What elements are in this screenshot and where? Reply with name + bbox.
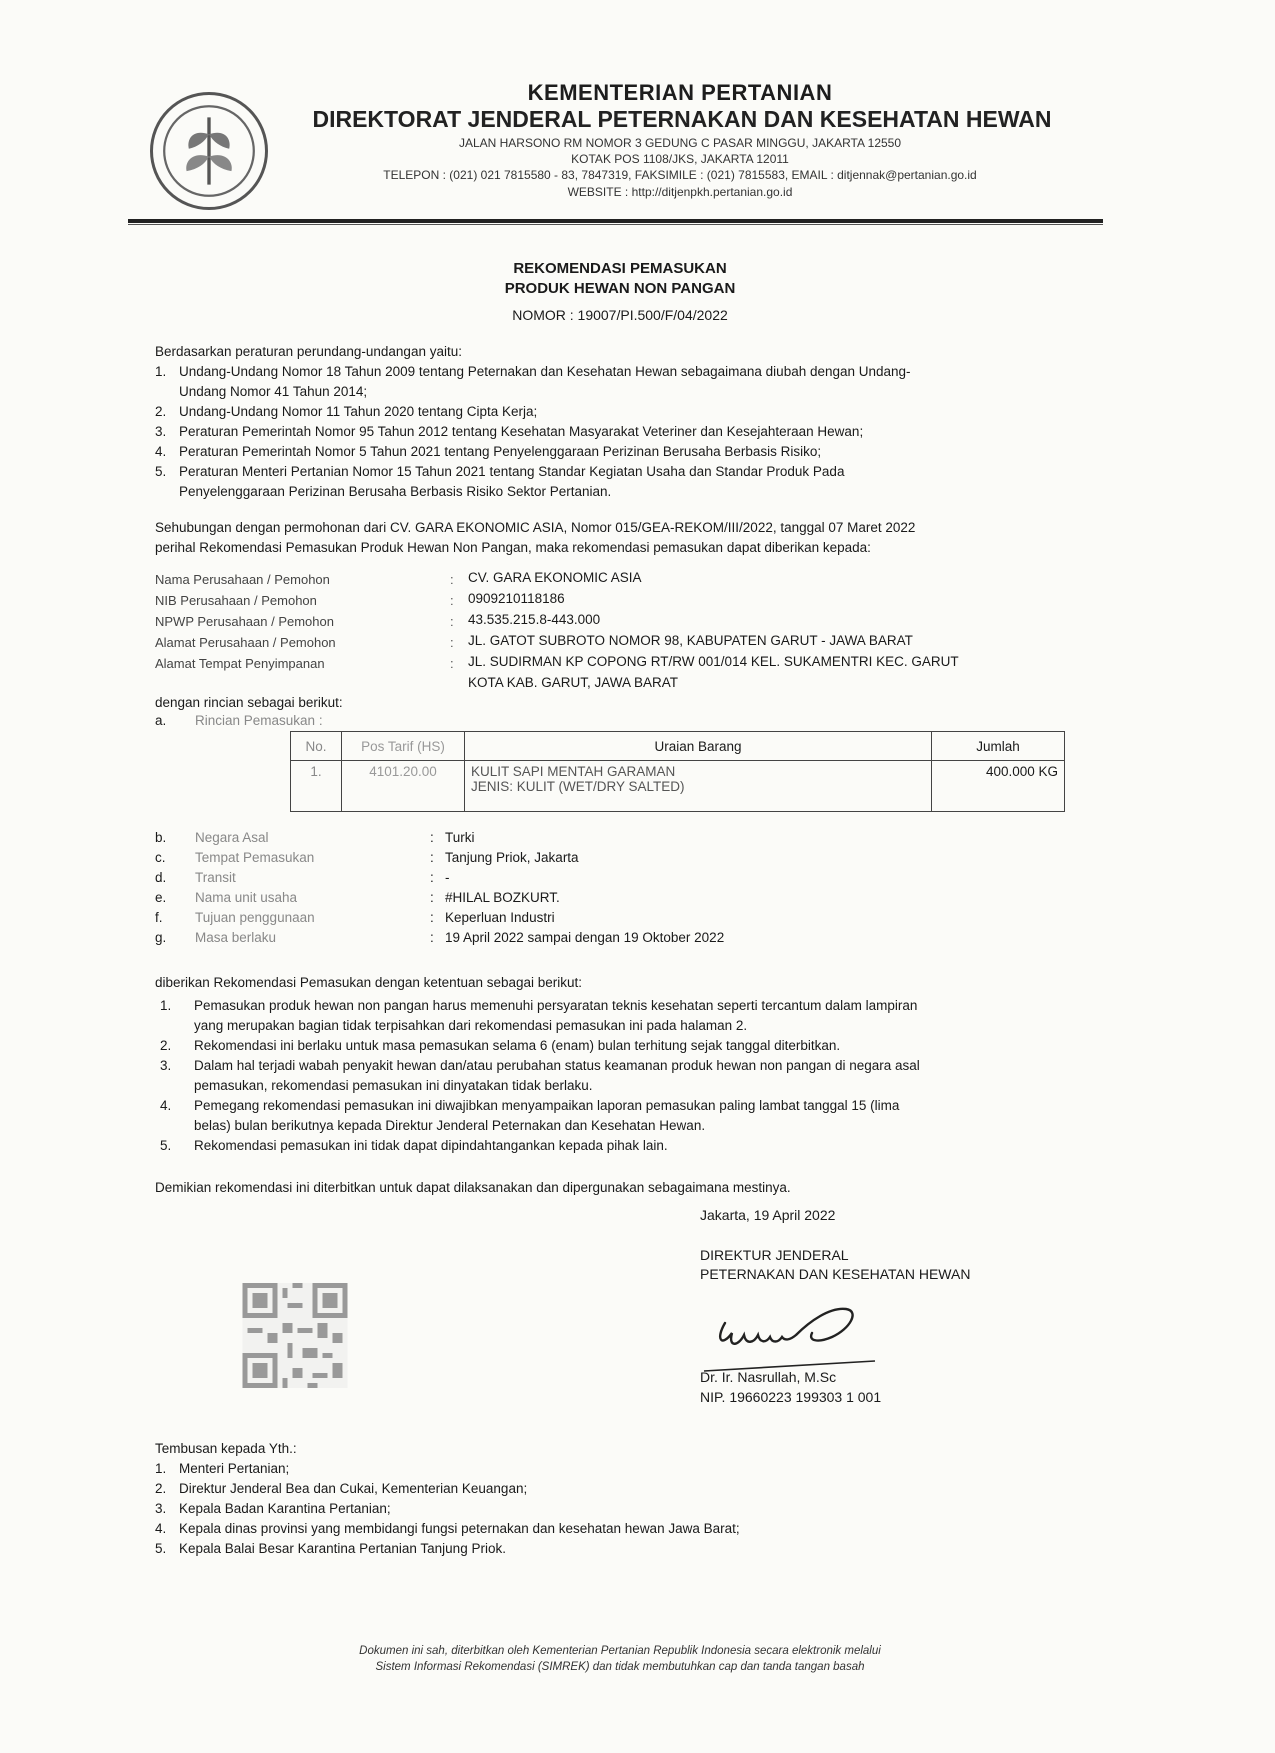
signatory-nip: NIP. 19660223 199303 1 001 [700,1389,882,1405]
list-item: f. Tujuan penggunaan : Keperluan Industri [155,910,555,925]
table-header-quantity: Jumlah [932,732,1065,761]
table-header-description: Uraian Barang [465,732,932,761]
legal-intro: Berdasarkan peraturan perundang-undangan yaitu: [155,344,462,359]
list-item: g. Masa berlaku : 19 April 2022 sampai dengan 19 Oktober 2022 [155,930,725,945]
conditions-intro: diberikan Rekomendasi Pemasukan dengan ketentuan sebagai berikut: [155,975,583,990]
ministry-logo-icon [150,92,268,210]
goods-table [290,731,1065,812]
signature-position-line2: PETERNAKAN DAN KESEHATAN HEWAN [700,1266,971,1282]
detail-label-a: Rincian Pemasukan : [195,713,323,728]
legal-item: 2. Undang-Undang Nomor 11 Tahun 2020 tentang Cipta Kerja; [155,404,538,419]
signature-place-date: Jakarta, 19 April 2022 [700,1207,836,1223]
request-line1: Sehubungan dengan permohonan dari CV. GARA EKONOMIC ASIA, Nomor 015/GEA-REKOM/III/2022, tanggal 07 Maret 2022 [155,520,916,535]
handwritten-signature [700,1285,890,1375]
document-title-line2: PRODUK HEWAN NON PANGAN [504,280,736,297]
applicant-npwp: 43.535.215.8-443.000 [468,612,601,627]
closing-statement: Demikian rekomendasi ini diterbitkan untuk dapat dilaksanakan dan dipergunakan sebagaimana mestinya. [155,1180,791,1195]
table-row [291,761,1065,812]
legal-list [155,362,1095,502]
storage-address-cont: KOTA KAB. GARUT, JAWA BARAT [468,675,679,690]
list-item: 1. Menteri Pertanian; [155,1461,290,1476]
list-item: e. Nama unit usaha : #HILAL BOZKURT. [155,890,560,905]
signature-position-line1: DIREKTUR JENDERAL [700,1247,849,1263]
list-item: 3. Kepala Badan Karantina Pertanian; [155,1501,391,1516]
applicant-nib: 0909210118186 [468,591,565,606]
legal-item-cont: Penyelenggaraan Perizinan Berusaha Berbasis Risiko Sektor Pertanian. [179,484,612,499]
list-item: 1. Pemasukan produk hewan non pangan harus memenuhi persyaratan teknis kesehatan seperti tercantum dalam lampiran [160,998,918,1013]
storage-address: JL. SUDIRMAN KP COPONG RT/RW 001/014 KEL. SUKAMENTRI KEC. GARUT [468,654,959,669]
table-header-row [291,732,1065,761]
letterhead-contact: TELEPON : (021) 021 7815580 - 83, 7847319, FAKSIMILE : (021) 7815583, EMAIL : ditjennak@pertanian.go.id [383,168,977,182]
list-item: c. Tempat Pemasukan : Tanjung Priok, Jakarta [155,850,579,865]
list-item: 3. Dalam hal terjadi wabah penyakit hewan dan/atau perubahan status keamanan produk hewan non pangan di negara asal [160,1058,920,1073]
document-page: KEMENTERIAN PERTANIAN DIREKTORAT JENDERAL PETERNAKAN DAN KESEHATAN HEWAN JALAN HARSONO RM NOMOR 3 GEDUNG C PASAR MINGGU, JAKARTA 12550 KOTAK POS 1108/JKS, JAKARTA 12011 TELEPON : (021) 021 7815580 - 83, 7847319, FAKSIMILE : (021) 7815583, EMAIL : ditjennak@pertanian.go.id WEBSITE : http://ditjenpkh.pertanian.go.id REKOMENDASI PEMASUKAN PRODUK HEWAN NON PANGAN NOMOR : 19007/PI.500/F/04/2022 Berdasarkan peraturan perundang-undangan yaitu: 1. Undang-Undang Nomor 18 Tahun 2009 tentang Peternakan dan Kesehatan Hewan sebagaimana diubah dengan Undang- Undang Nomor 41 Tahun 2014; 2. Undang-Undang Nomor 11 Tahun 2020 tentang Cipta Kerja; 3. Peraturan Pemerintah Nomor 95 Tahun 2012 tentang Kesehatan Masyarakat Veteriner dan Kesejahteraan Hewan; 4. Peraturan Pemerintah Nomor 5 Tahun 2021 tentang Penyelenggaraan Perizinan Berusaha Berbasis Risiko; 5. Peraturan Menteri Pertanian Nomor 15 Tahun 2021 tentang Standar Kegiatan Usaha dan Standar Produk Pada Penyelenggaraan Perizinan Berusaha Berbasis Risiko Sektor Pertanian. Sehubungan dengan permohonan dari CV. GARA EKONOMIC ASIA, Nomor 015/GEA-REKOM/III/2022, tanggal 07 Maret 2022 perihal Rekomendasi Pemasukan Produk Hewan Non Pangan, maka rekomendasi pemasukan dapat diberikan kepada: Nama Perusahaan / Pemohon : CV. GARA EKONOMIC ASIA NIB Perusahaan / Pemohon : 0909210118186 NPWP Perusahaan / Pemohon : 43.535.215.8-443.000 Alamat Perusahaan / Pemohon : JL. GATOT SUBROTO NOMOR 98, KABUPATEN GARUT - JAWA BARAT Alamat Tempat Penyimpanan : JL. SUDIRMAN KP COPONG RT/RW 001/014 KEL. SUKAMENTRI KEC. GARUT KOTA KAB. GARUT, JAWA BARAT dengan rincian sebagai berikut: a. Rincian Pemasukan : No. Pos Tarif (HS) Uraian Barang Jumlah 1. 4101.20.00 KULIT SAPI MENTAH GARAMAN JENIS: KULIT (WET/DRY SALTED) 400.000 KG b. Negara Asal : Turki c. Tempat Pemasukan : Tanjung Priok, Jakarta d. Transit : - e. Nama unit usaha : #HILAL BOZKURT. f. Tujuan penggunaan : Keperluan Industri g. Masa berlaku : 19 April 2022 sampai dengan 19 Oktober 2022 diberikan Rekomendasi Pemasukan dengan ketentuan sebagai berikut: 1. Pemasukan produk hewan non pangan harus memenuhi persyaratan teknis kesehatan seperti tercantum dalam lampiran yang merupakan bagian tidak terpisahkan dari rekomendasi pemasukan ini pada halaman 2. 2. Rekomendasi ini berlaku untuk masa pemasukan selama 6 (enam) bulan terhitung sejak tanggal diterbitkan. 3. Dalam hal terjadi wabah penyakit hewan dan/atau perubahan status keamanan produk hewan non pangan di negara asal pemasukan, rekomendasi pemasukan ini dinyatakan tidak berlaku. 4. Pemegang rekomendasi pemasukan ini diwajibkan menyampaikan laporan pemasukan paling lambat tanggal 15 (lima belas) bulan berikutnya kepada Direktur Jenderal Peternakan dan Kesehatan Hewan. 5. Rekomendasi pemasukan ini tidak dapat dipindahtangankan kepada pihak lain. Demikian rekomendasi ini diterbitkan untuk dapat dilaksanakan dan dipergunakan sebagaimana mestinya. Jakarta, 19 April 2022 DIREKTUR JENDERAL PETERNAKAN DAN KESEHATAN HEWAN Dr. Ir. Nasrullah, M.Sc NIP. 19660223 199303 1 001 Tembusan kepada Yth.: 1. Menteri Pertanian; 2. Direktur Jenderal Bea dan Cukai, Kementerian Keuangan; 3. Kepala Badan Karantina Pertanian; 4. Kepala dinas provinsi yang membidangi fungsi peternakan dan kesehatan hewan Jawa Barat; 5. Kepala Balai Besar Karantina Pertanian Tanjung Priok. Dokumen ini sah, diterbitkan oleh Kementerian Pertanian Republik Indonesia secara elektronik melalui Sistem Informasi Rekomendasi (SIMREK) dan tidak membutuhkan cap dan tanda tangan basah [0,0,1275,1753]
table-header-no: No. [291,732,342,761]
list-item: 2. Direktur Jenderal Bea dan Cukai, Kementerian Keuangan; [155,1481,528,1496]
storage-address-label: Alamat Tempat Penyimpanan [155,656,325,671]
applicant-address: JL. GATOT SUBROTO NOMOR 98, KABUPATEN GARUT - JAWA BARAT [468,633,913,648]
cc-intro: Tembusan kepada Yth.: [155,1441,297,1456]
list-item: 5. Kepala Balai Besar Karantina Pertanian Tanjung Priok. [155,1541,506,1556]
letterhead-website: WEBSITE : http://ditjenpkh.pertanian.go.id [567,185,793,199]
letterhead-rule-thin [128,224,1103,225]
list-item: 4. Kepala dinas provinsi yang membidangi fungsi peternakan dan kesehatan hewan Jawa Barat; [155,1521,740,1536]
document-title-line1: REKOMENDASI PEMASUKAN [513,260,727,277]
applicant-name: CV. GARA EKONOMIC ASIA [468,570,642,585]
letterhead-rule [128,219,1103,223]
legal-item: 1. Undang-Undang Nomor 18 Tahun 2009 tentang Peternakan dan Kesehatan Hewan sebagaimana diubah dengan Undang- [155,364,911,379]
signatory-name: Dr. Ir. Nasrullah, M.Sc [700,1369,837,1385]
table-cell-hs: 4101.20.00 [342,761,465,812]
footer-note-line1: Dokumen ini sah, diterbitkan oleh Kementerian Pertanian Republik Indonesia secara elektronik melalui [359,1645,881,1657]
list-item: 2. Rekomendasi ini berlaku untuk masa pemasukan selama 6 (enam) bulan terhitung sejak tanggal diterbitkan. [160,1038,841,1053]
legal-item: 3. Peraturan Pemerintah Nomor 95 Tahun 2012 tentang Kesehatan Masyarakat Veteriner dan Kesejahteraan Hewan; [155,424,864,439]
qr-code-icon [240,1283,350,1388]
applicant-name-label: Nama Perusahaan / Pemohon [155,572,330,587]
legal-item-cont: Undang Nomor 41 Tahun 2014; [179,384,368,399]
letterhead-address: JALAN HARSONO RM NOMOR 3 GEDUNG C PASAR MINGGU, JAKARTA 12550 [458,136,902,150]
details-intro: dengan rincian sebagai berikut: [155,695,343,710]
detail-letter-a: a. [155,713,167,728]
table-cell-description: KULIT SAPI MENTAH GARAMAN JENIS: KULIT (WET/DRY SALTED) [465,761,932,812]
list-item: b. Negara Asal : Turki [155,830,475,845]
legal-item: 4. Peraturan Pemerintah Nomor 5 Tahun 2021 tentang Penyelenggaraan Perizinan Berusaha Berbasis Risiko; [155,444,822,459]
letterhead-directorate: DIREKTORAT JENDERAL PETERNAKAN DAN KESEHATAN HEWAN [312,106,1052,132]
table-header-hs: Pos Tarif (HS) [342,732,465,761]
table-cell-no: 1. [291,761,342,812]
applicant-address-label: Alamat Perusahaan / Pemohon [155,635,336,650]
applicant-npwp-label: NPWP Perusahaan / Pemohon [155,614,334,629]
footer-note-line2: Sistem Informasi Rekomendasi (SIMREK) dan tidak membutuhkan cap dan tanda tangan basah [375,1661,865,1673]
request-line2: perihal Rekomendasi Pemasukan Produk Hewan Non Pangan, maka rekomendasi pemasukan dapat diberikan kepada: [155,540,871,555]
applicant-nib-label: NIB Perusahaan / Pemohon [155,593,317,608]
document-number: NOMOR : 19007/PI.500/F/04/2022 [512,307,728,323]
list-item: 4. Pemegang rekomendasi pemasukan ini diwajibkan menyampaikan laporan pemasukan paling lambat tanggal 15 (lima [160,1098,900,1113]
cc-list [155,1459,1055,1559]
legal-item: 5. Peraturan Menteri Pertanian Nomor 15 Tahun 2021 tentang Standar Kegiatan Usaha dan Standar Produk Pada [155,464,845,479]
list-item: 5. Rekomendasi pemasukan ini tidak dapat dipindahtangankan kepada pihak lain. [160,1138,668,1153]
letterhead-po-box: KOTAK POS 1108/JKS, JAKARTA 12011 [571,152,789,166]
list-item: d. Transit : - [155,870,450,885]
conditions-list: 1. Pemasukan produk hewan non pangan harus memenuhi persyaratan teknis kesehatan seperti tercantum dalam lampiran yang merupakan bagian tidak terpisahkan dari rekomendasi pemasukan ini pada halaman 2. 2. Rekomendasi ini berlaku untuk masa pemasukan selama 6 (enam) bulan terhitung sejak tanggal diterbitkan. 3. Dalam hal terjadi wabah penyakit hewan dan/atau perubahan status keamanan produk hewan non pangan di negara asal pemasukan, rekomendasi pemasukan ini dinyatakan tidak berlaku. 4. Pemegang rekomendasi pemasukan ini diwajibkan menyampaikan laporan pemasukan paling lambat tanggal 15 (lima belas) bulan berikutnya kepada Direktur Jenderal Peternakan dan Kesehatan Hewan. 5. Rekomendasi pemasukan ini tidak dapat dipindahtangankan kepada pihak lain. [160,996,1095,1156]
detail-list [155,828,1055,948]
letterhead-ministry: KEMENTERIAN PERTANIAN [527,80,833,105]
table-cell-quantity: 400.000 KG [932,761,1065,812]
